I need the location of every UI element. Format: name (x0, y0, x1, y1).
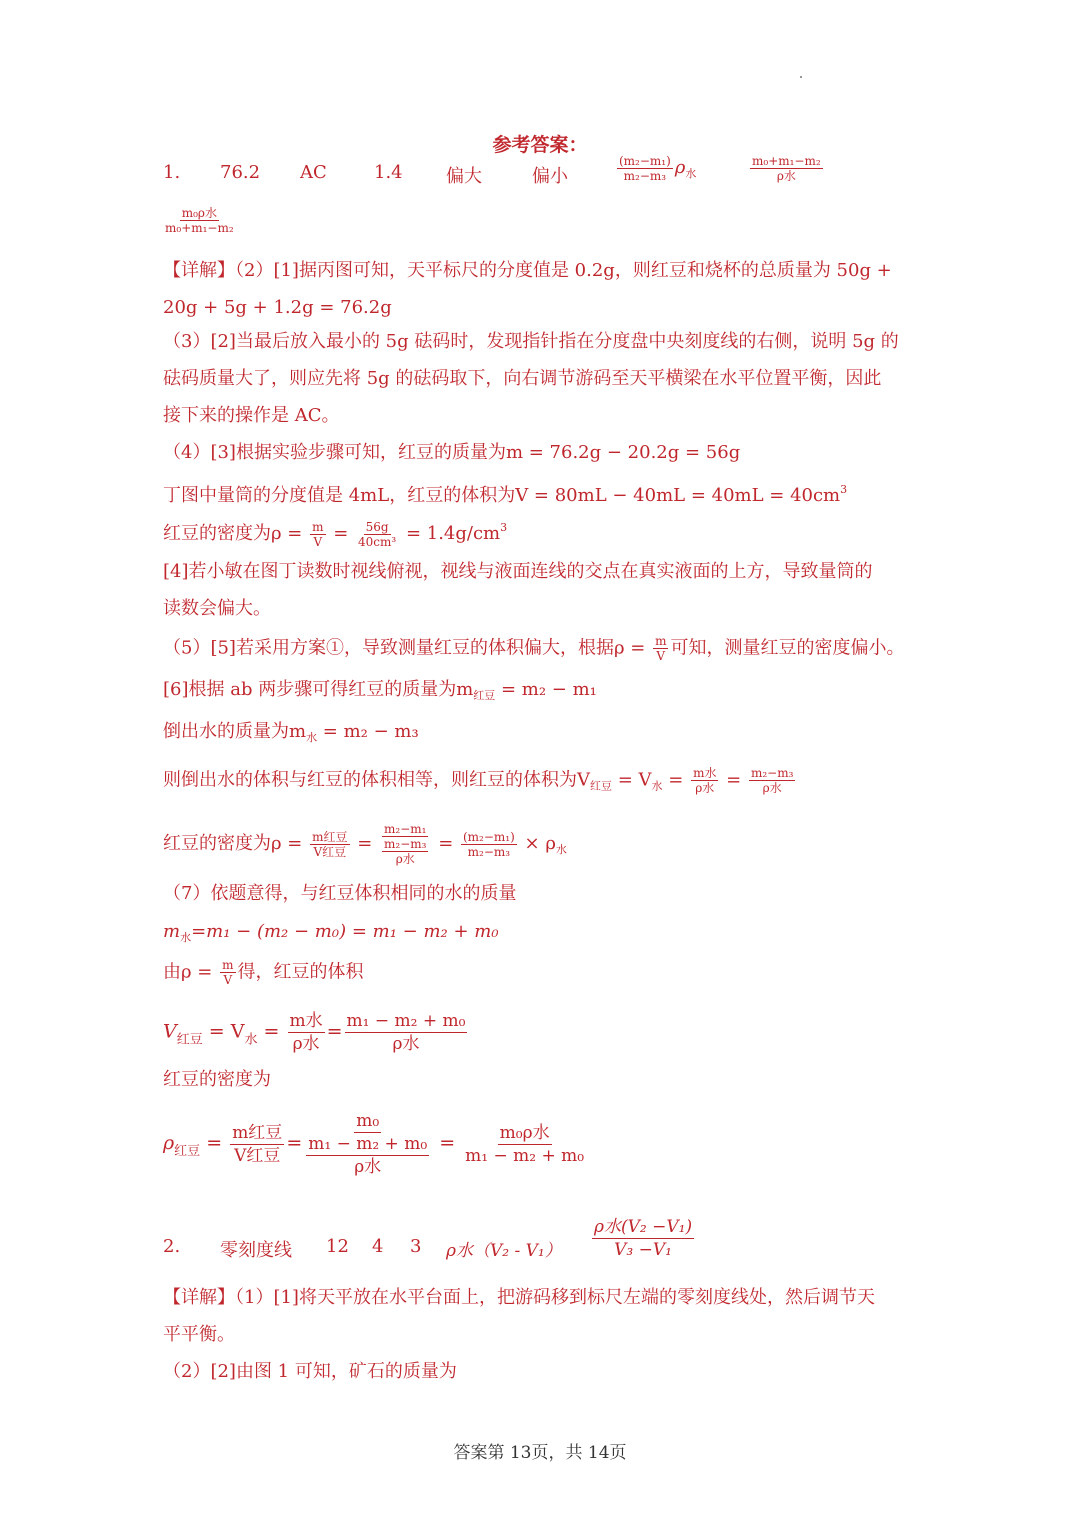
page-footer: 答案第 13页，共 14页 (453, 1443, 627, 1463)
fraction (691, 766, 718, 795)
q2-explain-line-3: （2）[2]由图 1 可知，矿石的质量为 (163, 1361, 457, 1382)
denominator: V (313, 534, 323, 549)
line-text: 可知，测量红豆的密度偏小。 (670, 637, 905, 659)
fraction (749, 766, 795, 795)
line-text: （5）[5]若采用方案①，导致测量红豆的体积偏大，根据ρ = (163, 637, 652, 659)
fraction (288, 1010, 325, 1055)
denominator: ρ水 (776, 169, 796, 183)
fraction (356, 520, 398, 549)
denominator: V (656, 649, 666, 663)
q2-answer-6 (590, 1216, 696, 1261)
explain-line-18 (163, 958, 364, 987)
explain-line-5: 接下来的操作是 AC。 (163, 405, 340, 426)
numerator: (m₂−m₁) (619, 154, 671, 168)
explain-line-12 (163, 678, 597, 708)
denominator: V (223, 973, 233, 987)
numerator: m (222, 958, 234, 972)
numerator: m水 (289, 1011, 323, 1031)
line-text: 丁图中量筒的分度值是 4mL，红豆的体积为V = 80mL − 40mL = 40mL = 40cm (163, 485, 841, 506)
numerator: m (655, 634, 667, 648)
line-text: × ρ (518, 833, 556, 854)
explain-line-4: 砝码质量大了，则应先将 5g 的砝码取下，向右调节游码至天平横梁在水平位置平衡，因此 (163, 368, 882, 389)
numerator: m红豆 (232, 1122, 283, 1143)
numerator: (m₂−m₁) (463, 829, 515, 844)
line-text: = m₂ − m₁ (495, 679, 597, 700)
q1-answer-1: 76.2 (220, 162, 261, 183)
line-text: 则倒出水的体积与红豆的体积相等，则红豆的体积为V (163, 769, 590, 791)
explain-line-17 (163, 920, 499, 950)
explain-line-16: （7）依题意得，与红豆体积相同的水的质量 (163, 883, 517, 904)
q1-answer-7 (748, 154, 825, 183)
denominator: m₂−m₃ (467, 844, 511, 859)
fraction (310, 520, 325, 549)
denominator: m₁ − m₂ + m₀ (465, 1145, 585, 1166)
explain-line-1: 【详解】（2）[1]据丙图可知，天平标尺的分度值是 0.2g，则红豆和烧杯的总质量为 50g + (163, 260, 892, 281)
q2-explain-line-2: 平平衡。 (163, 1324, 235, 1345)
denominator: m₂−m₃ (623, 169, 667, 183)
line-text: = V (612, 769, 652, 791)
line-text: [6]根据 ab 两步骤可得红豆的质量为m (163, 679, 474, 700)
numerator: m₂−m₃ (750, 766, 794, 780)
fraction (163, 206, 236, 235)
numerator: m₂−m₁ (384, 822, 427, 836)
numerator: m₀ (356, 1111, 380, 1131)
subscript: 水 (555, 843, 567, 856)
line-text: 红豆的密度为ρ = (163, 833, 309, 854)
subscript: 水 (306, 731, 318, 744)
line-text: = (257, 1020, 286, 1043)
numerator: ρ水(V₂ −V₁) (594, 1217, 693, 1237)
q2-answer-5: ρ水（V₂ - V₁） (446, 1241, 562, 1261)
fraction (461, 830, 517, 859)
rho-symbol: ρ (674, 157, 686, 178)
denominator: ρ水 (392, 1034, 420, 1054)
denominator: ρ水 (292, 1034, 320, 1054)
inner-denominator: ρ水 (354, 1157, 382, 1177)
numerator: m (312, 519, 324, 534)
denominator (380, 837, 430, 866)
q1-answer-3: 1.4 (374, 162, 403, 183)
denominator: V红豆 (234, 1145, 281, 1166)
q2-answer-2: 12 (326, 1236, 349, 1257)
line-text: =m₁ − (m₂ − m₀) = m₁ − m₂ + m₀ (191, 921, 499, 942)
fraction (592, 1216, 694, 1261)
line-text: m (163, 921, 181, 942)
explain-line-3: （3）[2]当最后放入最小的 5g 砝码时，发现指针指在分度盘中央刻度线的右侧，说明 5g 的 (163, 331, 899, 352)
line-text: = V (202, 1020, 245, 1043)
subscript: 红豆 (590, 779, 612, 793)
explain-line-20: 红豆的密度为 (163, 1069, 271, 1090)
subscript: 红豆 (174, 1144, 201, 1159)
explain-line-9: [4]若小敏在图丁读数时视线俯视，视线与液面连线的交点在真实液面的上方，导致量筒的 (163, 561, 873, 582)
compound-fraction (380, 822, 430, 866)
explain-line-2: 20g + 5g + 1.2g = 76.2g (163, 297, 392, 318)
denominator: ρ水 (695, 781, 715, 795)
q2-number: 2. (163, 1236, 181, 1257)
subscript: 水 (651, 779, 663, 793)
explain-line-19: $V_{红豆} = V_水$ = $\frac{\text{m水}}{\text{ρ水}}$ = $\frac{\text{m₁ − m₂ + m₀}}{\text{ρ水}}$ (163, 1011, 466, 1054)
denominator: m₀+m₁−m₂ (165, 221, 234, 235)
explain-line-10: 读数会偏大。 (163, 598, 271, 619)
line-text: 由ρ = (163, 961, 219, 983)
q1-answer-8 (161, 206, 238, 235)
fraction (310, 830, 349, 859)
q2-explain-line-1: 【详解】（1）[1]将天平放在水平台面上，把游码移到标尺左端的零刻度线处，然后调节天 (163, 1287, 875, 1308)
numerator: m₀ρ水 (181, 206, 217, 220)
line-text: 红豆的密度为ρ = (163, 523, 309, 544)
line-text: V (163, 1020, 177, 1043)
explain-line-6: （4）[3]根据实验步骤可知，红豆的质量为m = 76.2g − 20.2g = 56g (163, 442, 741, 463)
line-text: 得，红豆的体积 (237, 961, 364, 983)
fraction (463, 1122, 586, 1167)
subscript: 红豆 (473, 689, 496, 702)
q2-answer-1: 零刻度线 (220, 1240, 292, 1261)
speck (800, 76, 802, 78)
explain-line-7 (163, 478, 847, 508)
line-text: ρ (163, 1132, 175, 1154)
denominator (304, 1133, 431, 1178)
inner-numerator: m₁ − m₂ + m₀ (308, 1134, 428, 1154)
numerator: m水 (693, 766, 717, 780)
denominator: ρ水 (762, 781, 782, 795)
fraction (653, 634, 668, 663)
fraction (230, 1122, 284, 1167)
explain-line-13 (163, 720, 419, 750)
numerator: 56g (365, 519, 389, 534)
q1-answer-5: 偏小 (532, 166, 568, 187)
line-text: = m₂ − m₃ (317, 721, 419, 742)
fraction (220, 958, 235, 987)
inner-denominator: ρ水 (395, 852, 415, 866)
line-text: = 1.4g/cm (400, 523, 501, 544)
fraction (617, 154, 673, 183)
subscript: 红豆 (176, 1032, 203, 1048)
fraction (345, 1010, 468, 1055)
explain-line-15: 红豆的密度为ρ = $\frac{\text{m红豆}}{\text{V红豆}}$ = m₂−m₁ m₂−m₃ ρ水 = $\frac{\text{(m₂−m₁)}}{\text{m₂−m₃}}$ × $\rho_水$ (163, 822, 567, 866)
page-title: 参考答案： (492, 134, 588, 156)
numerator: m₀ρ水 (499, 1122, 550, 1143)
line-text: = (662, 769, 690, 791)
q1-answer-6 (615, 154, 696, 183)
q2-answer-4: 3 (410, 1236, 422, 1257)
subscript: 水 (244, 1032, 258, 1048)
numerator: m₁ − m₂ + m₀ (346, 1011, 466, 1031)
denominator: V红豆 (313, 844, 347, 859)
q1-answer-4: 偏大 (446, 166, 482, 187)
explain-line-11 (163, 634, 904, 663)
compound-fraction (304, 1110, 431, 1178)
q1-number: 1. (163, 162, 181, 183)
denominator: 40cm³ (358, 534, 397, 549)
subscript: 水 (180, 931, 192, 944)
numerator: m红豆 (312, 829, 348, 844)
superscript: 3 (840, 483, 848, 496)
explain-line-8: 红豆的密度为ρ = $\frac{m}{V}$ = $\frac{56g}{\text{40cm³}}$ = $1.4g/cm^3$ (163, 519, 508, 549)
explain-line-21: $\rho_{红豆}$ = $\frac{\text{m红豆}}{\text{V红豆}}$ = m₀ m₁ − m₂ + m₀ ρ水 = $\frac{\text{m₀ρ水}}{\text{m₁ − m₂ + m₀}}$ (163, 1111, 585, 1177)
numerator: m₀+m₁−m₂ (752, 154, 821, 168)
inner-numerator: m₂−m₃ (384, 837, 427, 851)
superscript: 3 (500, 521, 508, 534)
denominator: V₃ −V₁ (614, 1240, 672, 1260)
line-text: 倒出水的质量为m (163, 721, 307, 742)
q1-answer-2: AC (300, 162, 327, 183)
subscript: 水 (685, 167, 697, 180)
q2-answer-3: 4 (372, 1236, 384, 1257)
fraction (750, 154, 823, 183)
explain-line-14: 则倒出水的体积与红豆的体积相等，则红豆的体积为$V_{红豆} = V_水$ = $\frac{\text{m水}}{\text{ρ水}}$ = $\frac{\text{m₂−m₃}}{\text{ρ水}}$ (163, 766, 794, 795)
